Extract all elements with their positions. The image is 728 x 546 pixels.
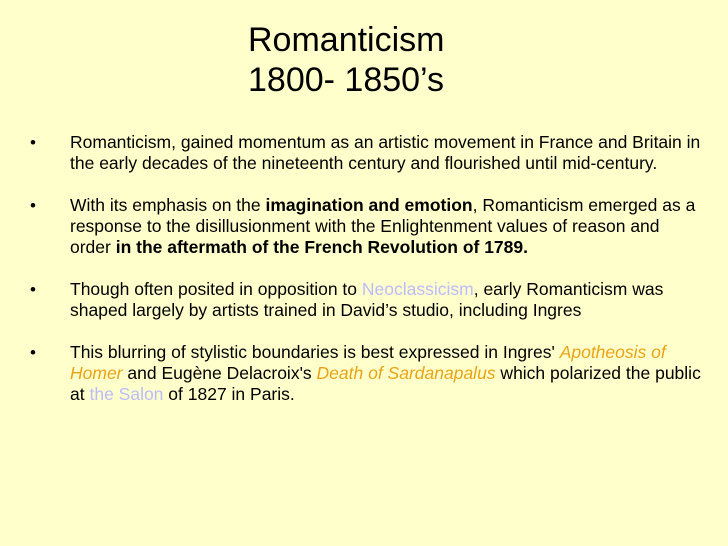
bullet-3-text-a: Though often posited in opposition to [70, 279, 362, 299]
death-of-sardanapalus-title: Death of Sardanapalus [316, 363, 496, 383]
bullet-list [32, 132, 702, 405]
bullet-item-2 [32, 195, 702, 258]
bullet-dot-icon: • [30, 280, 36, 299]
neoclassicism-link[interactable]: Neoclassicism [361, 279, 474, 299]
apotheosis-of-homer-title: Apotheosis of Homer [70, 342, 666, 383]
bullet-dot-icon: • [30, 343, 36, 362]
bullet-item-4 [32, 342, 702, 405]
bullet-4-mid: and Eugène Delacroix's [122, 363, 317, 383]
bullet-1-text: Romanticism, gained momentum as an artistic movement in France and Britain in the early decades of the nineteenth century and flourished until mid-century. [70, 132, 701, 173]
bullet-4-text-c: of 1827 in Paris. [163, 384, 295, 404]
bullet-item-1 [32, 132, 702, 174]
bullet-3-text-b: , early Romanticism was shaped largely by artists trained in David’s studio, including Ingres [70, 279, 664, 320]
title-line-1: Romanticism [248, 21, 445, 59]
bullet-2-bold-b: in the aftermath of the French Revolution of 1789. [115, 237, 528, 257]
bullet-2-text-a: With its emphasis on the [70, 195, 266, 215]
bullet-dot-icon: • [30, 196, 36, 215]
bullet-2-bold-a: imagination and emotion [265, 195, 473, 215]
bullet-dot-icon: • [30, 133, 36, 152]
bullet-4-text-a: This blurring of stylistic boundaries is best expressed in Ingres' [70, 342, 560, 362]
slide-title [248, 20, 444, 100]
title-line-2: 1800- 1850’s [248, 61, 444, 99]
bullet-4-text-b: which polarized the public at [70, 363, 701, 404]
bullet-2-text-b: , Romanticism emerged as a response to the disillusionment with the Enlightenment values of reason and order [70, 195, 696, 257]
bullet-item-3 [32, 279, 702, 321]
salon-link[interactable]: the Salon [89, 384, 164, 404]
